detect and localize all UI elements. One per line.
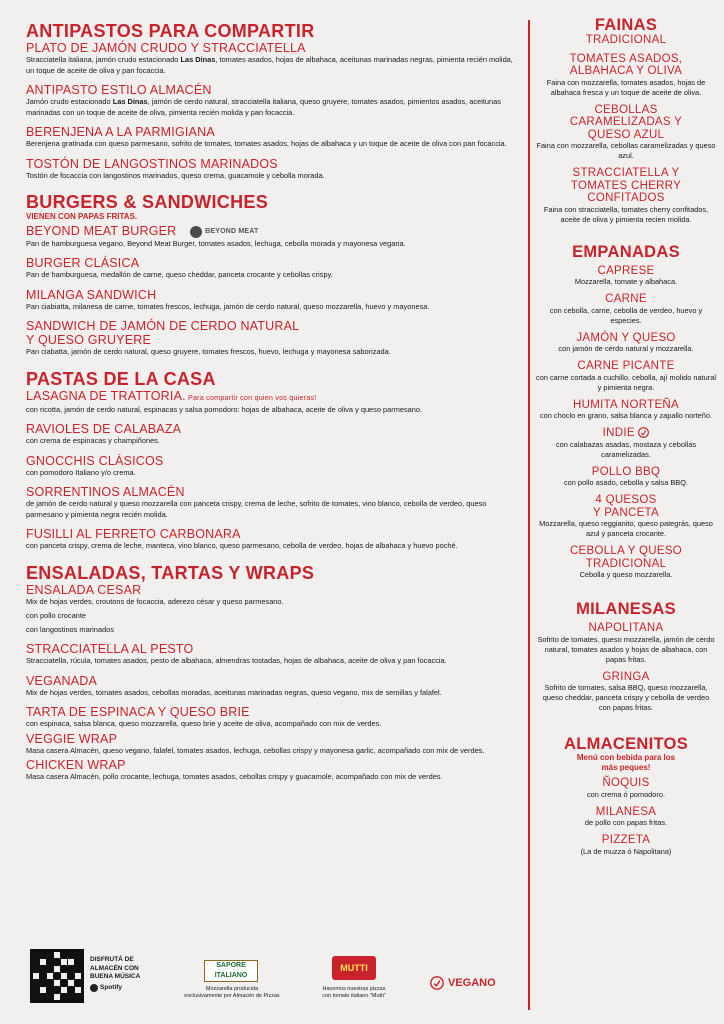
mutti-caption xyxy=(308,986,400,1000)
item-name: SORRENTINOS ALMACÉN xyxy=(26,485,185,500)
item-name: 4 QUESOS xyxy=(595,494,657,506)
spotify-text xyxy=(90,956,140,992)
spotify-logo xyxy=(90,984,140,993)
item-name: RAVIOLES DE CALABAZA xyxy=(26,422,182,437)
menu-item xyxy=(26,758,516,783)
item-name-text: BEYOND MEAT BURGER xyxy=(26,224,177,238)
item-name: QUESO AZUL xyxy=(587,128,665,141)
caption-line: Mozzarella producida xyxy=(205,986,259,992)
item-desc xyxy=(26,55,516,76)
item-desc: Sofrito de tomates, queso mozzarella, jamón de cerdo natural, tomates asados y hojas de albahaca, con papas fritas. xyxy=(537,634,715,664)
spotify-line: DISFRUTÁ DE xyxy=(90,956,134,963)
item-desc: Berenjena gratinada con queso parmesano, sofrito de tomates, tomates asados, hojas de albahaca y un toque de aceite de oliva con pan focaccia. xyxy=(26,139,507,148)
menu-item xyxy=(26,157,516,182)
beyond-meat-icon xyxy=(190,226,202,238)
item-desc: Mix de hojas verdes, croutons de focaccia, aderezo césar y queso parmesano. xyxy=(26,596,284,606)
menu-item xyxy=(26,485,516,520)
section-title: BURGERS & SANDWICHES xyxy=(26,192,269,212)
caption-line: exclusivamente por Almacén de Pizzas xyxy=(184,993,280,999)
item-name: CARNE PICANTE xyxy=(577,360,675,372)
item-name: BURGER CLÁSICA xyxy=(26,256,140,271)
item-desc: Pan ciabatta, jamón de cerdo natural, queso gruyere, tomates frescos, huevo, lechuga y mayonesa saborizada. xyxy=(26,347,391,357)
item-name: VEGANADA xyxy=(26,673,98,688)
vegan-leaf-icon xyxy=(430,976,444,990)
item-desc: Faina con stracciatella, tomates cherry confitados, aceite de oliva y pimienta recien molida. xyxy=(543,204,709,224)
item-name: TOMATES CHERRY xyxy=(570,179,682,192)
beyond-meat-label: BEYOND MEAT xyxy=(205,227,259,235)
item-name xyxy=(26,224,516,239)
section-title: FAINAS xyxy=(594,16,658,34)
item-name: VEGGIE WRAP xyxy=(26,731,118,746)
menu-item xyxy=(26,224,516,249)
item-desc: con crema de espinacas y champiñones. xyxy=(26,436,160,446)
item-name xyxy=(536,427,716,440)
menu-item xyxy=(26,319,516,358)
section-subtitle: VIENEN CON PAPAS FRITAS. xyxy=(26,212,138,221)
spotify-line: ALMACÉN CON xyxy=(90,964,139,972)
section-title: EMPANADAS xyxy=(572,242,680,261)
section-subtitle: Menú con bebida para los xyxy=(576,753,676,762)
item-desc: Pan de hamburguesa vegano, Beyond Meat Burger, tomates asados, lechuga, cebolla morada y mayonesa vegana. xyxy=(26,238,406,248)
item-name: ANTIPASTO ESTILO ALMACÉN xyxy=(26,83,212,97)
spotify-qr-code[interactable] xyxy=(30,949,84,1003)
item-name: HUMITA NORTEÑA xyxy=(572,398,679,411)
item-name: TARTA DE ESPINACA Y QUESO BRIE xyxy=(26,705,250,720)
desc-part: Stracciatella italiana, jamón crudo estacionado xyxy=(26,55,181,64)
item-desc: con pomodoro Italiano y/o crema. xyxy=(26,467,136,477)
item-name: GNOCCHIS CLÁSICOS xyxy=(26,453,164,468)
menu-item xyxy=(26,583,516,636)
item-name: CAPRESE xyxy=(597,264,655,277)
item-desc: de jamón de cerdo natural y queso mozzarella con panceta crispy, crema de leche, sofrito de tomates, vino blanco, cebolla de verdeo, queso parmesano y pimienta negra recién molida. xyxy=(26,499,487,519)
item-name: TOSTÓN DE LANGOSTINOS MARINADOS xyxy=(26,156,278,171)
spotify-label: Spotify xyxy=(100,983,123,991)
item-desc: Faina con mozzarella, tomates asados, hojas de albahaca fresca y un toque de aceite de oliva. xyxy=(546,77,706,97)
menu-item xyxy=(26,705,516,730)
item-desc: Masa casera Almacén, pollo crocante, lechuga, tomates asados, cebollas crispy y guacamole, acompañado con mix de verdes. xyxy=(26,772,443,782)
menu-item xyxy=(26,389,516,416)
menu-item xyxy=(26,454,516,479)
item-name: ENSALADA CESAR xyxy=(26,582,142,597)
menu-item xyxy=(26,422,516,447)
item-name: FUSILLI AL FERRETO CARBONARA xyxy=(26,527,241,542)
desc-part: , tomates asados, hojas de albahaca, aceitunas marinadas negras, pimienta recién molida, un toque de aceite de oliva y pan focaccia. xyxy=(26,55,513,75)
sapore-caption xyxy=(176,986,288,1000)
item-desc: con ricotta, jamón de cerdo natural, espinacas y salsa pomodoro: hojas de albahaca, aceite de oliva y queso parmesano. xyxy=(26,404,423,414)
item-note: Para compartir con quien vos quieras! xyxy=(185,392,317,402)
item-name: PIZZETA xyxy=(601,834,651,846)
caption-line: con tomate italiano "Mutti" xyxy=(322,993,386,999)
desc-bold: Las Dinas xyxy=(180,55,216,64)
item-desc: Cebolla y queso mozzarella. xyxy=(579,570,673,579)
vegano-label: VEGANO xyxy=(448,977,496,989)
item-desc: con calabazas asadas, mostaza y cebollas caramelizadas. xyxy=(555,439,697,459)
item-option: con langostinos marinados xyxy=(26,625,114,635)
footer xyxy=(26,944,526,1014)
item-desc: con crema ó pomodoro. xyxy=(586,789,666,799)
section-subtitle: más peques! xyxy=(601,763,651,772)
item-name: GRINGA xyxy=(602,670,650,683)
menu-item xyxy=(26,125,516,150)
section-title: PASTAS DE LA CASA xyxy=(26,368,216,389)
menu-item xyxy=(26,674,516,699)
item-desc: con choclo en grano, salsa blanca y zapallo norteño. xyxy=(539,411,713,420)
item-desc: con pollo asado, cebolla y salsa BBQ. xyxy=(563,478,689,487)
item-option: con pollo crocante xyxy=(26,611,86,621)
item-desc: Stracciatella, rúcula, tomates asados, pesto de albahaca, almendras tostadas, hojas de albahaca, aceite de oliva y pan focaccia. xyxy=(26,656,447,666)
menu-item xyxy=(26,642,516,667)
item-name xyxy=(26,389,516,405)
beyond-meat-logo xyxy=(190,225,258,239)
menu-item xyxy=(26,41,516,76)
section-milanesas xyxy=(536,600,716,713)
section-burgers xyxy=(26,193,516,358)
item-name: TRADICIONAL xyxy=(585,557,667,570)
right-column xyxy=(536,16,716,871)
item-desc: Masa casera Almacén, queso vegano, falafel, tomates asados, lechuga, cebollas crispy y mayonesa garlic, acompañado con mix de verdes. xyxy=(26,745,485,755)
section-subtitle: TRADICIONAL xyxy=(585,34,667,46)
mutti-logo: MUTTI xyxy=(332,956,376,980)
menu-item xyxy=(26,527,516,552)
menu-item xyxy=(26,256,516,281)
item-name: STRACCIATELLA AL PESTO xyxy=(26,642,194,657)
item-name: CONFITADOS xyxy=(587,192,665,204)
item-name: JAMÓN Y QUESO xyxy=(576,331,676,344)
section-ensaladas xyxy=(26,564,516,783)
item-desc xyxy=(26,97,516,118)
item-name: SANDWICH DE JAMÓN DE CERDO NATURAL xyxy=(26,319,300,334)
section-title: MILANESAS xyxy=(576,600,676,618)
item-name: CEBOLLAS xyxy=(594,103,658,116)
item-name: ALBAHACA Y OLIVA xyxy=(569,65,683,77)
vegano-legend xyxy=(430,976,496,990)
item-name: MILANGA SANDWICH xyxy=(26,287,157,302)
item-desc: con jamón de cerdo natural y mozzarella. xyxy=(558,344,694,353)
item-desc: (La de muzza ó Napolitana) xyxy=(580,846,672,856)
section-title: ANTIPASTOS PARA COMPARTIR xyxy=(26,21,315,41)
section-title: ENSALADAS, TARTAS Y WRAPS xyxy=(26,562,315,583)
item-desc: Mozzarella, tomate y albahaca. xyxy=(574,277,678,286)
section-almacenitos xyxy=(536,735,716,857)
item-desc: Mix de hojas verdes, tomates asados, cebollas moradas, aceitunas marinadas negras, queso vegano, mix de semillas y falafel. xyxy=(26,687,442,697)
menu-item xyxy=(26,288,516,313)
item-desc: con cebolla, carne, cebolla de verdeo, huevo y especies. xyxy=(549,305,703,325)
vegan-leaf-icon xyxy=(638,427,649,438)
item-name: TOMATES ASADOS, xyxy=(569,52,683,65)
item-name: ÑOQUIS xyxy=(602,777,650,789)
desc-part: Jamón crudo estacionado xyxy=(26,97,113,106)
item-name-text: INDIE xyxy=(602,427,635,439)
item-desc: Mozzarella, queso reggianito, queso pategrás, queso azul y panceta crocante. xyxy=(539,519,713,538)
item-name: CARAMELIZADAS Y xyxy=(569,116,683,128)
menu-item xyxy=(26,83,516,118)
item-desc: de pollo con papas fritas. xyxy=(584,818,668,827)
item-name: POLLO BBQ xyxy=(591,465,661,478)
item-name: STRACCIATELLA Y xyxy=(572,167,680,179)
column-divider xyxy=(528,20,530,1010)
item-desc: con carne cortada a cuchillo, cebolla, ají molido natural y pimienta negra. xyxy=(536,372,716,392)
spotify-line: BUENA MÚSICA xyxy=(90,973,141,980)
section-pastas xyxy=(26,370,516,552)
item-desc: Pan de hamburguesa, medallón de carne, queso cheddar, panceta crocante y cebollas crispy. xyxy=(26,270,333,280)
section-empanadas xyxy=(536,243,716,581)
left-column xyxy=(26,22,516,795)
item-desc: con panceta crispy, crema de leche, manteca, vino blanco, queso parmesano, cebolla de verdeo, hojas de albahaca y huevo poché. xyxy=(26,541,458,551)
caption-line: Hacemos nuestras pizzas xyxy=(322,986,386,992)
item-desc: Faina con mozzarella, cebollas caramelizadas y queso azul. xyxy=(536,141,716,160)
item-name: NAPOLITANA xyxy=(588,622,664,634)
desc-part: , jamón de cerdo natural, stracciatella italiana, queso gruyere, tomates asados, pimientos asados, aceitunas marinadas con un toque de aceite de oliva, pimienta recién molida y pan focaccia. xyxy=(26,97,501,117)
item-name: Y PANCETA xyxy=(593,506,659,519)
item-name: Y QUESO GRUYERE xyxy=(26,333,152,348)
desc-bold: Las Dinas xyxy=(112,97,148,106)
item-desc: Sofrito de tomates, salsa BBQ, queso mozzarella, queso cheddar, panceta crispy y cebolla de verdeo con papas fritas. xyxy=(542,683,710,712)
sapore-italiano-logo: SAPORE ITALIANO xyxy=(204,960,258,982)
item-desc: Pan ciabiatta, milanesa de carne, tomates frescos, lechuga, jamón de cerdo natural, queso mozzarella, huevo y mayonesa. xyxy=(26,301,430,311)
item-name: PLATO DE JAMÓN CRUDO Y STRACCIATELLA xyxy=(26,41,306,55)
item-name: BERENJENA A LA PARMIGIANA xyxy=(26,125,215,139)
item-name: CARNE xyxy=(605,293,647,305)
section-fainas xyxy=(536,16,716,225)
section-title: ALMACENITOS xyxy=(564,735,688,753)
item-name: MILANESA xyxy=(595,805,657,818)
menu-item xyxy=(26,732,516,757)
item-desc: Tostón de focaccia con langostinos marinados, queso crema, guacamole y cebolla morada. xyxy=(26,170,325,180)
spotify-icon xyxy=(90,984,98,992)
item-name: CEBOLLA Y QUESO xyxy=(569,545,683,557)
item-name: CHICKEN WRAP xyxy=(26,758,126,773)
item-name-text: LASAGNA DE TRATTORIA. xyxy=(26,388,186,403)
section-antipastos xyxy=(26,22,516,181)
item-desc: con espinaca, salsa blanca, queso mozzarella, queso brie y aceite de oliva, acompañado con mix de verdes. xyxy=(26,719,382,729)
